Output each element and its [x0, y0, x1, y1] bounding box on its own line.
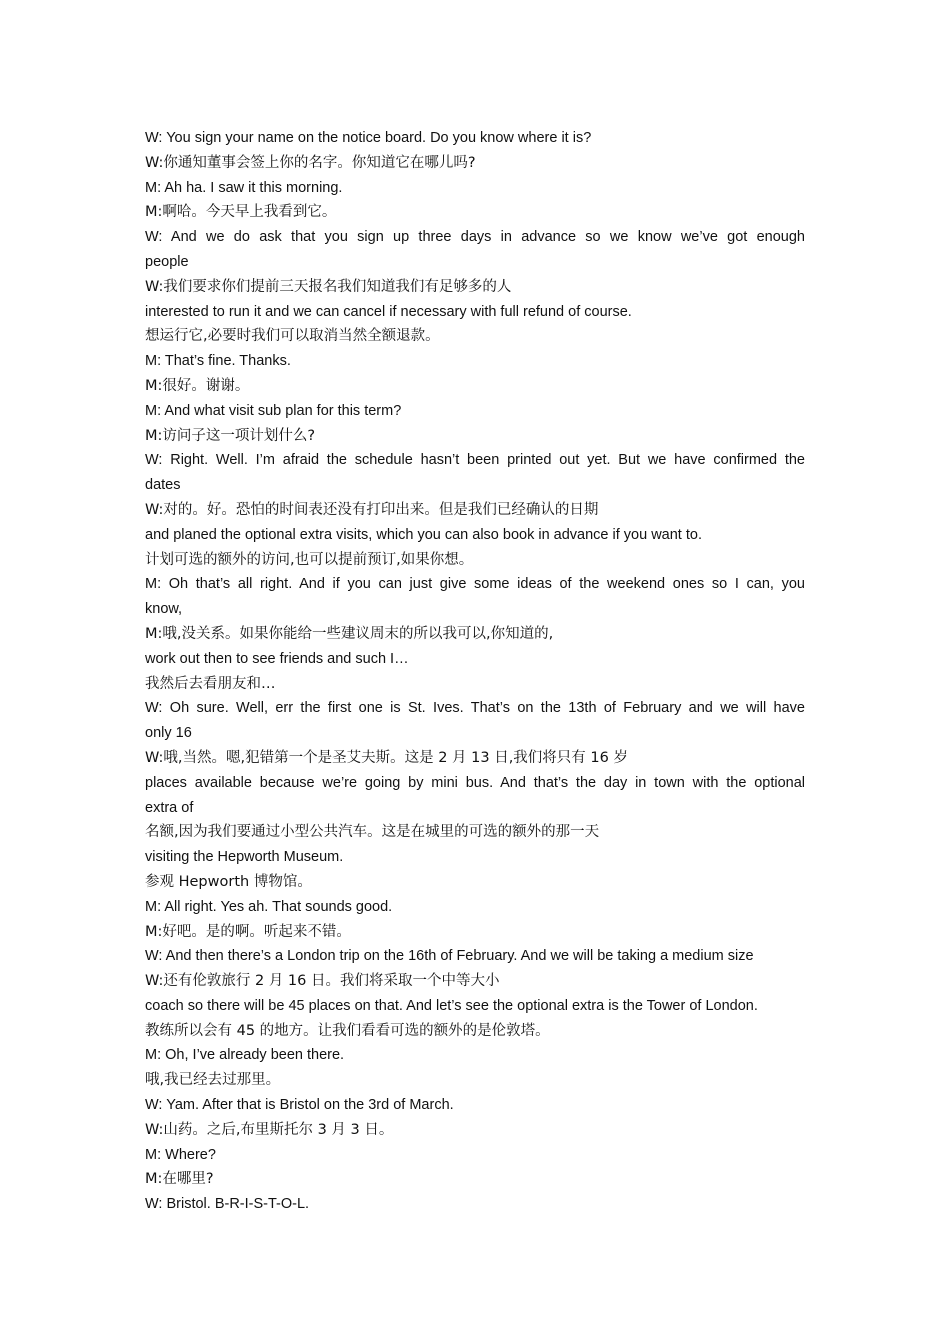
- transcript-line: W: Oh sure. Well, err the first one is St. Ives. That’s on the 13th of February and we will have: [145, 700, 805, 717]
- transcript-line: 教练所以会有 45 的地方。让我们看看可选的额外的是伦敦塔。: [145, 1022, 550, 1039]
- transcript-line: 名额,因为我们要通过小型公共汽车。这是在城里的可选的额外的那一天: [145, 824, 600, 841]
- transcript-line: W:我们要求你们提前三天报名我们知道我们有足够多的人: [145, 278, 512, 295]
- transcript-line: visiting the Hepworth Museum.: [145, 849, 344, 866]
- transcript-line: 哦,我已经去过那里。: [145, 1072, 281, 1089]
- transcript-line: interested to run it and we can cancel if necessary with full refund of course.: [145, 303, 632, 320]
- transcript-line: M:哦,没关系。如果你能给一些建议周末的所以我可以,你知道的,: [145, 625, 554, 642]
- transcript-line: 我然后去看朋友和…: [145, 675, 276, 692]
- transcript-line: W:哦,当然。嗯,犯错第一个是圣艾夫斯。这是 2 月 13 日,我们将只有 16 岁: [145, 749, 628, 766]
- transcript-line: 计划可选的额外的访问,也可以提前预订,如果你想。: [145, 551, 474, 568]
- transcript-line: 参观 Hepworth 博物馆。: [145, 873, 312, 890]
- transcript-line: M:很好。谢谢。: [145, 377, 250, 394]
- transcript-line: work out then to see friends and such I…: [145, 650, 409, 667]
- transcript-line: W:你通知董事会签上你的名字。你知道它在哪儿吗?: [145, 154, 476, 171]
- transcript-body: [145, 126, 805, 1217]
- transcript-line: W: Bristol. B-R-I-S-T-O-L.: [145, 1196, 310, 1213]
- transcript-line: W: And we do ask that you sign up three days in advance so we know we’ve got enough: [145, 229, 805, 246]
- transcript-line: M:在哪里?: [145, 1171, 214, 1188]
- transcript-line: only 16: [145, 725, 192, 742]
- transcript-line: 想运行它,必要时我们可以取消当然全额退款。: [145, 328, 440, 345]
- transcript-line: W:对的。好。恐怕的时间表还没有打印出来。但是我们已经确认的日期: [145, 501, 599, 518]
- transcript-line: W: Right. Well. I’m afraid the schedule hasn’t been printed out yet. But we have confirmed the: [145, 452, 805, 469]
- transcript-line: M:访问子这一项计划什么?: [145, 427, 316, 444]
- transcript-line: M: All right. Yes ah. That sounds good.: [145, 898, 393, 915]
- transcript-line: M:啊哈。今天早上我看到它。: [145, 204, 337, 221]
- transcript-line: dates: [145, 477, 181, 494]
- transcript-line: extra of: [145, 799, 194, 816]
- transcript-line: W:山药。之后,布里斯托尔 3 月 3 日。: [145, 1121, 394, 1138]
- transcript-line: know,: [145, 601, 183, 618]
- transcript-line: people: [145, 253, 189, 270]
- transcript-line: M: And what visit sub plan for this term?: [145, 402, 402, 419]
- transcript-line: M: Where?: [145, 1146, 216, 1163]
- transcript-line: W: Yam. After that is Bristol on the 3rd of March.: [145, 1097, 454, 1114]
- transcript-line: M: Oh, I’ve already been there.: [145, 1047, 345, 1064]
- transcript-line: and planed the optional extra visits, which you can also book in advance if you want to.: [145, 526, 702, 543]
- transcript-line: coach so there will be 45 places on that. And let’s see the optional extra is the Tower of London.: [145, 997, 758, 1014]
- transcript-line: W: And then there’s a London trip on the 16th of February. And we will be taking a medium size: [145, 948, 754, 965]
- transcript-line: M: Ah ha. I saw it this morning.: [145, 179, 343, 196]
- transcript-line: M: Oh that’s all right. And if you can just give some ideas of the weekend ones so I can, you: [145, 576, 805, 593]
- transcript-line: M: That’s fine. Thanks.: [145, 353, 291, 370]
- transcript-line: W:还有伦敦旅行 2 月 16 日。我们将采取一个中等大小: [145, 973, 500, 990]
- transcript-line: places available because we’re going by mini bus. And that’s the day in town with the optional: [145, 774, 805, 791]
- transcript-line: M:好吧。是的啊。听起来不错。: [145, 923, 351, 940]
- transcript-line: W: You sign your name on the notice board. Do you know where it is?: [145, 130, 592, 146]
